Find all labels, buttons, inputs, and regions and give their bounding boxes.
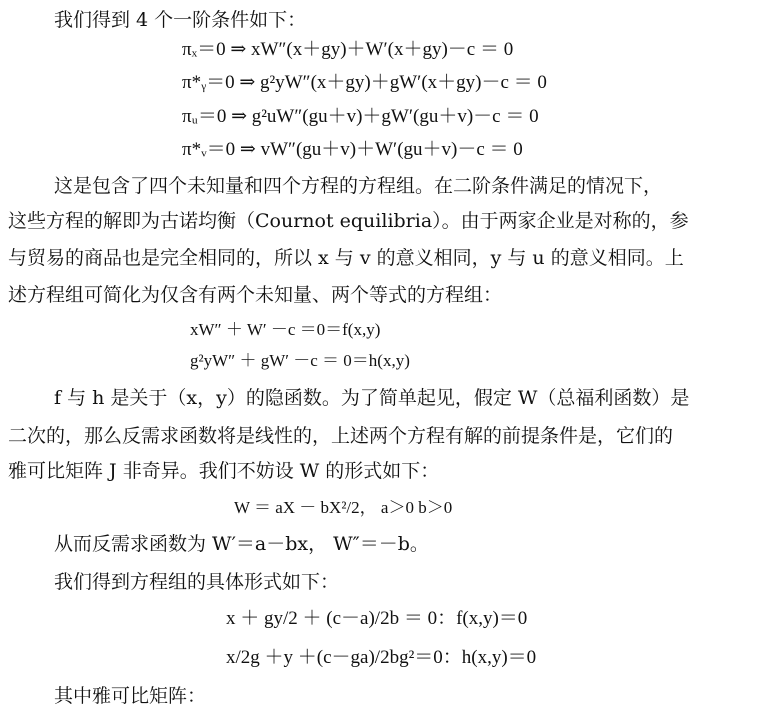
paragraph-1-line-2: 这些方程的解即为古诺均衡（Cournot equilibria）。由于两家企业是对称的，参 xyxy=(8,210,689,232)
paragraph-1-line-1: 这是包含了四个未知量和四个方程的方程组。在二阶条件满足的情况下， xyxy=(54,175,663,197)
foc-equation-1: πₓ＝0 ⇒ xW″(x＋gy)＋W′(x＋gy)－c ＝ 0 xyxy=(182,39,514,60)
foc-equation-3: πᵤ＝0 ⇒ g²uW″(gu＋v)＋gW′(gu＋v)－c ＝ 0 xyxy=(182,106,539,127)
specific-equation-1: x ＋ gy/2 ＋ (c－a)/2b ＝ 0：f(x,y)＝0 xyxy=(226,608,528,629)
specific-equation-2: x/2g ＋y ＋(c－ga)/2bg²＝0：h(x,y)＝0 xyxy=(226,647,537,668)
paragraph-1-line-4: 述方程组可简化为仅含有两个未知量、两个等式的方程组： xyxy=(8,284,503,306)
simplified-equation-1: xW″ ＋ W′ －c ＝0＝f(x,y) xyxy=(190,320,381,339)
paragraph-1-line-3: 与贸易的商品也是完全相同的，所以 x 与 v 的意义相同，y 与 u 的意义相同。上 xyxy=(8,247,684,269)
specific-form-intro: 我们得到方程组的具体形式如下： xyxy=(54,571,340,593)
intro-line: 我们得到 4 个一阶条件如下： xyxy=(54,9,307,31)
paragraph-2-line-3: 雅可比矩阵 J 非奇异。我们不妨设 W 的形式如下： xyxy=(8,460,440,482)
inverse-demand-line: 从而反需求函数为 W′＝a－bx， W″＝－b。 xyxy=(54,533,429,555)
w-function-form: W ＝ aX － bX²/2， a＞0 b＞0 xyxy=(234,498,453,517)
paragraph-2-line-2: 二次的，那么反需求函数将是线性的，上述两个方程有解的前提条件是，它们的 xyxy=(8,425,674,447)
simplified-equation-2: g²yW″ ＋ gW′ －c ＝ 0＝h(x,y) xyxy=(190,351,410,370)
foc-equation-4: π*ᵥ＝0 ⇒ vW″(gu＋v)＋W′(gu＋v)－c ＝ 0 xyxy=(182,139,523,160)
paragraph-2-line-1: f 与 h 是关于（x，y）的隐函数。为了简单起见，假定 W（总福利函数）是 xyxy=(54,387,690,409)
jacobian-intro: 其中雅可比矩阵： xyxy=(54,685,207,707)
foc-equation-2: π*ᵧ＝0 ⇒ g²yW″(x＋gy)＋gW′(x＋gy)－c ＝ 0 xyxy=(182,72,547,93)
